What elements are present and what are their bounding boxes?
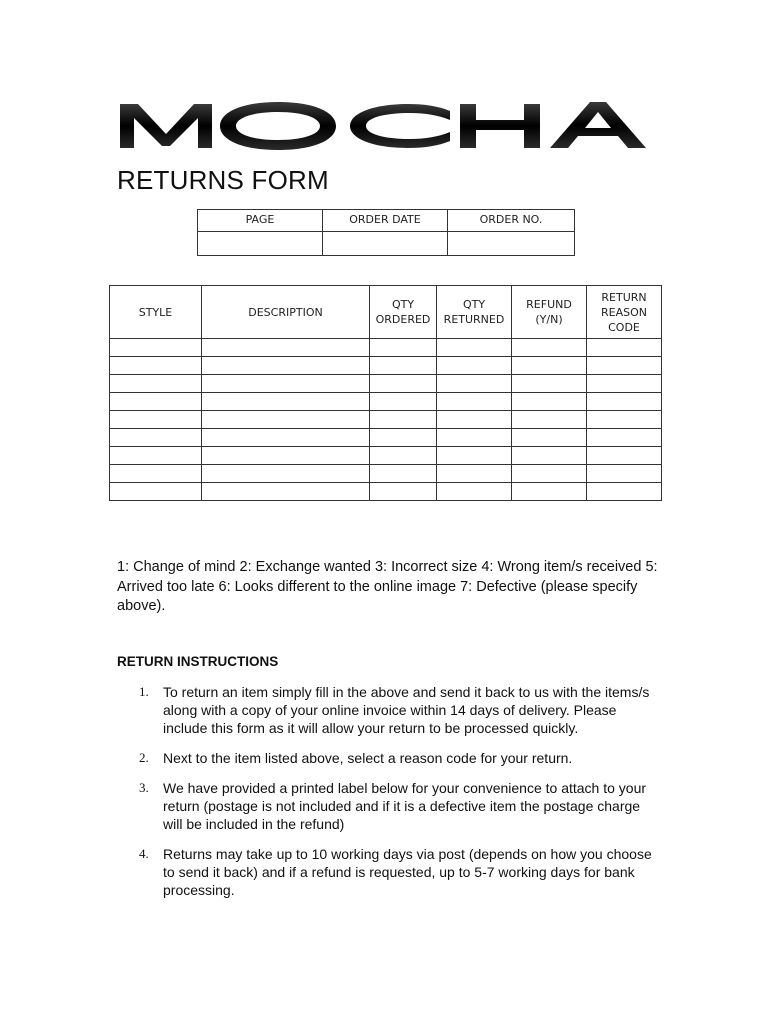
reason-code-header: RETURN REASON CODE: [587, 286, 662, 339]
return-items-table: [109, 285, 662, 501]
table-row: [110, 357, 662, 375]
refund-cell[interactable]: [512, 465, 587, 483]
instruction-item: 3. We have provided a printed label below for your convenience to attach to your return (postage is not included and if it is a defective item the postage charge will be included in the refund): [139, 780, 647, 832]
style-cell[interactable]: [110, 393, 202, 411]
style-cell[interactable]: [110, 411, 202, 429]
description-cell[interactable]: [202, 483, 370, 501]
qty-ordered-cell[interactable]: [370, 429, 437, 447]
qty-returned-cell[interactable]: [437, 339, 512, 357]
table-row: [110, 339, 662, 357]
instruction-item: 2. Next to the item listed above, select a reason code for your return.: [139, 750, 573, 766]
qty-returned-cell[interactable]: [437, 447, 512, 465]
qty-ordered-cell[interactable]: [370, 465, 437, 483]
refund-cell[interactable]: [512, 447, 587, 465]
style-cell[interactable]: [110, 339, 202, 357]
page-field[interactable]: [198, 232, 323, 256]
refund-cell[interactable]: [512, 375, 587, 393]
refund-cell[interactable]: [512, 393, 587, 411]
qty-ordered-cell[interactable]: [370, 375, 437, 393]
order-no-header: ORDER NO.: [448, 210, 575, 232]
table-row: [110, 483, 662, 501]
table-row: [110, 393, 662, 411]
reason-code-cell[interactable]: [587, 447, 662, 465]
order-date-header: ORDER DATE: [323, 210, 448, 232]
refund-cell[interactable]: [512, 411, 587, 429]
table-row: [110, 447, 662, 465]
description-cell[interactable]: [202, 411, 370, 429]
refund-cell[interactable]: [512, 339, 587, 357]
qty-returned-cell[interactable]: [437, 429, 512, 447]
mocha-logo-graphic: [118, 98, 648, 152]
qty-returned-cell[interactable]: [437, 483, 512, 501]
table-row: [110, 465, 662, 483]
style-cell[interactable]: [110, 483, 202, 501]
qty-ordered-cell[interactable]: [370, 447, 437, 465]
qty-returned-cell[interactable]: [437, 357, 512, 375]
order-no-field[interactable]: [448, 232, 575, 256]
refund-cell[interactable]: [512, 357, 587, 375]
reason-codes-legend: 1: Change of mind 2: Exchange wanted 3: Incorrect size 4: Wrong item/s received 5: Arrived too late 6: Looks different to the online image 7: Defective (please specify above).: [117, 559, 658, 614]
reason-code-cell[interactable]: [587, 411, 662, 429]
qty-returned-cell[interactable]: [437, 465, 512, 483]
style-cell[interactable]: [110, 375, 202, 393]
instruction-item: 4. Returns may take up to 10 working days via post (depends on how you choose to send it back) and if a refund is requested, up to 5-7 working days for bank processing.: [139, 846, 652, 898]
style-cell[interactable]: [110, 357, 202, 375]
qty-ordered-cell[interactable]: [370, 357, 437, 375]
qty-returned-header: QTY RETURNED: [437, 286, 512, 339]
description-cell[interactable]: [202, 393, 370, 411]
qty-ordered-cell[interactable]: [370, 483, 437, 501]
table-row: [110, 411, 662, 429]
refund-header: REFUND (Y/N): [512, 286, 587, 339]
style-header: STYLE: [110, 286, 202, 339]
reason-code-cell[interactable]: [587, 483, 662, 501]
instructions-title: RETURN INSTRUCTIONS: [117, 654, 279, 669]
table-row: [110, 375, 662, 393]
style-cell[interactable]: [110, 447, 202, 465]
refund-cell[interactable]: [512, 429, 587, 447]
reason-code-cell[interactable]: [587, 429, 662, 447]
description-cell[interactable]: [202, 357, 370, 375]
reason-code-cell[interactable]: [587, 357, 662, 375]
description-header: DESCRIPTION: [202, 286, 370, 339]
style-cell[interactable]: [110, 429, 202, 447]
qty-returned-cell[interactable]: [437, 393, 512, 411]
refund-cell[interactable]: [512, 483, 587, 501]
qty-ordered-cell[interactable]: [370, 393, 437, 411]
style-cell[interactable]: [110, 465, 202, 483]
item-rows: [110, 339, 662, 501]
qty-ordered-cell[interactable]: [370, 339, 437, 357]
instruction-item: 1. To return an item simply fill in the above and send it back to us with the items/s along with a copy of your online invoice within 14 days of delivery. Please include this form as it will allow your return to be processed quickly.: [139, 684, 650, 736]
qty-ordered-cell[interactable]: [370, 411, 437, 429]
description-cell[interactable]: [202, 429, 370, 447]
qty-returned-cell[interactable]: [437, 375, 512, 393]
reason-code-cell[interactable]: [587, 375, 662, 393]
reason-code-cell[interactable]: [587, 465, 662, 483]
order-info-table: [197, 209, 575, 256]
description-cell[interactable]: [202, 465, 370, 483]
reason-code-cell[interactable]: [587, 339, 662, 357]
reason-code-cell[interactable]: [587, 393, 662, 411]
page-title: RETURNS FORM: [117, 165, 329, 195]
description-cell[interactable]: [202, 339, 370, 357]
description-cell[interactable]: [202, 375, 370, 393]
order-date-field[interactable]: [323, 232, 448, 256]
page-header: PAGE: [198, 210, 323, 232]
instructions-list: [117, 683, 662, 911]
qty-ordered-header: QTY ORDERED: [370, 286, 437, 339]
qty-returned-cell[interactable]: [437, 411, 512, 429]
mocha-logo: [118, 98, 648, 152]
description-cell[interactable]: [202, 447, 370, 465]
table-row: [110, 429, 662, 447]
